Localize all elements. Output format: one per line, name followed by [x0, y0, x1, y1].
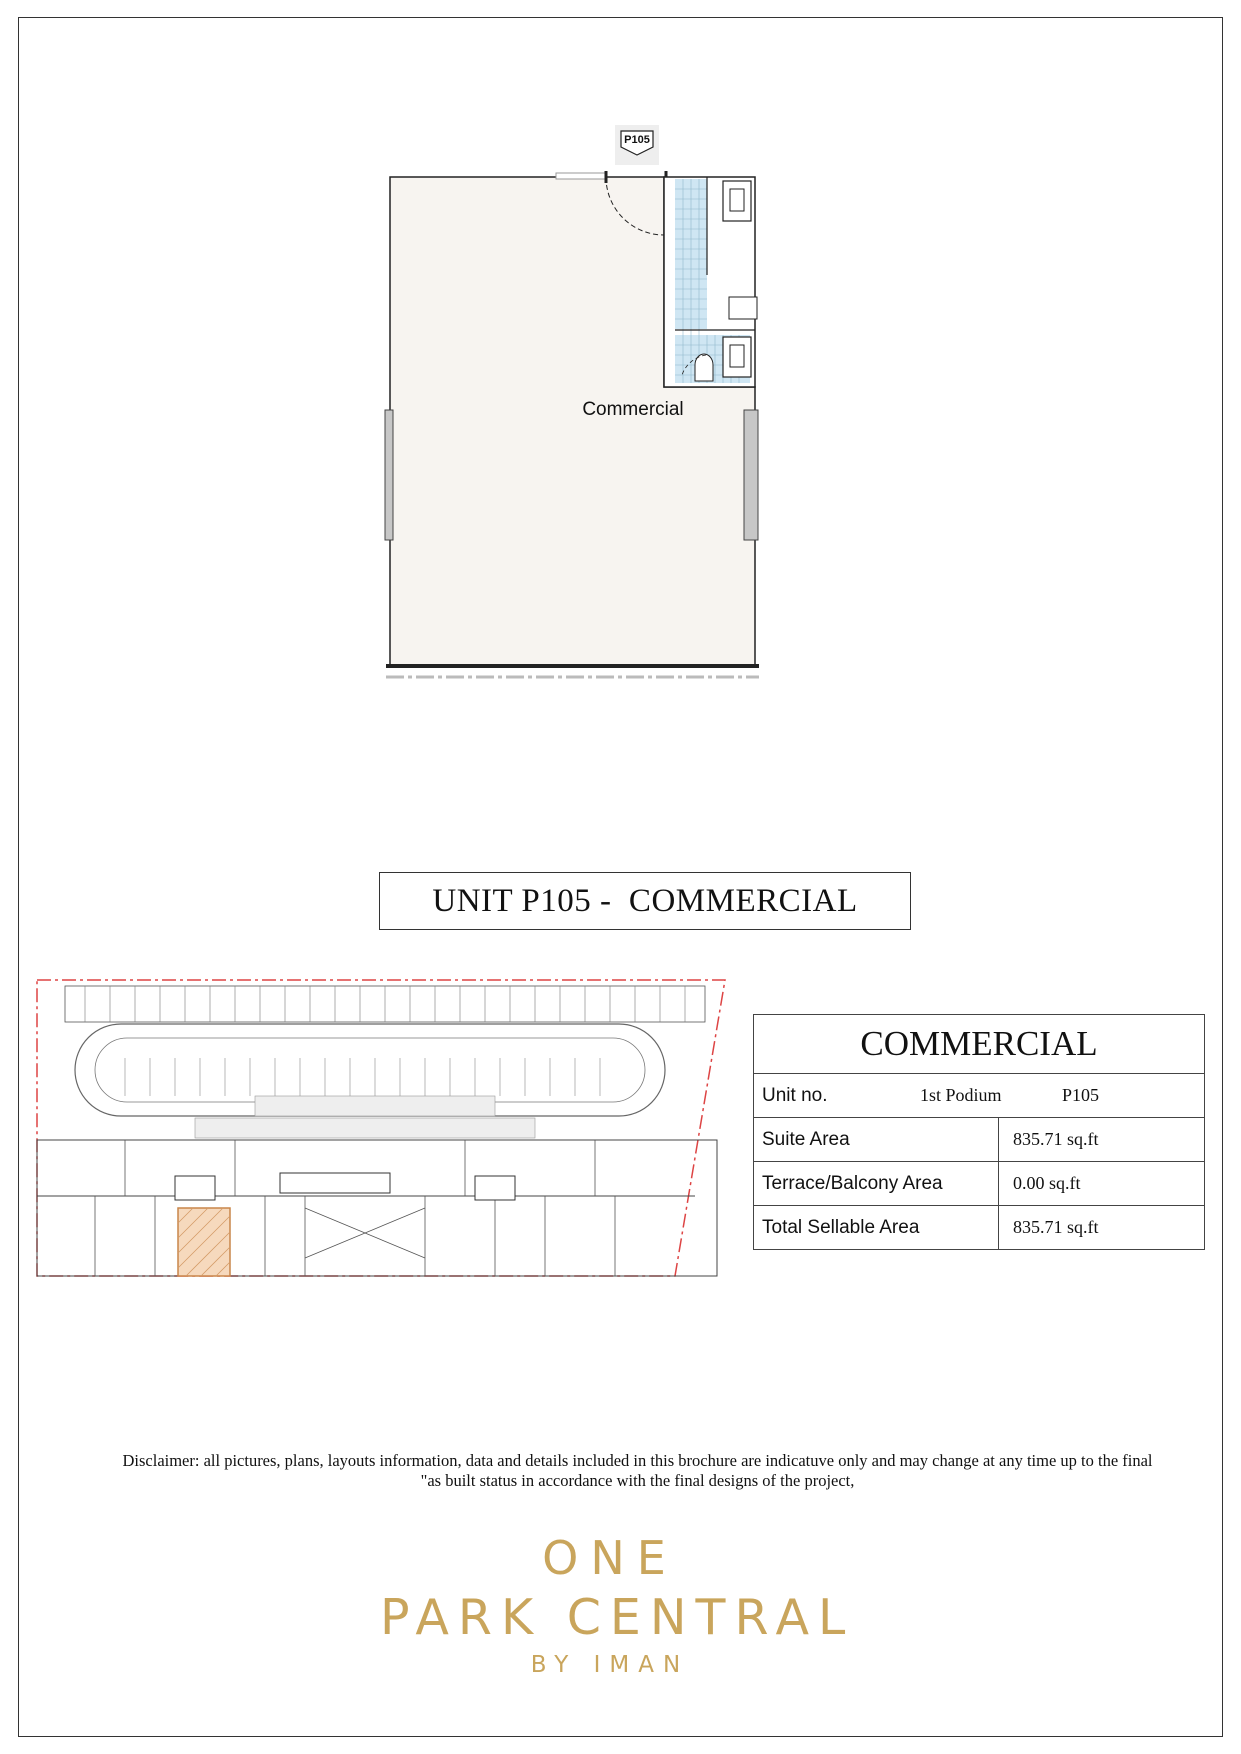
- disclaimer-line-2: "as built status in accordance with the final designs of the project,: [420, 1471, 855, 1490]
- total-area-value: 835.71 sq.ft: [999, 1206, 1205, 1250]
- unit-title: UNIT P105 - COMMERCIAL: [379, 872, 911, 930]
- table-row: [754, 1118, 1205, 1162]
- room-label: Commercial: [582, 399, 684, 420]
- logo-line-two: PARK CENTRAL: [380, 1589, 855, 1646]
- unit-no-value: P105: [1062, 1085, 1100, 1105]
- terrace-area-label: Terrace/Balcony Area: [754, 1162, 999, 1206]
- table-row: [754, 1206, 1205, 1250]
- disclaimer: [60, 1451, 1215, 1491]
- floor-value: 1st Podium: [920, 1085, 1002, 1105]
- unit-floor-plan: [380, 125, 870, 765]
- logo-line-one: ONE: [542, 1531, 678, 1585]
- disclaimer-line-1: Disclaimer: all pictures, plans, layouts information, data and details included in this brochure are indicatuve only and may change at any time up to the final: [122, 1451, 1153, 1470]
- area-table-heading: COMMERCIAL: [754, 1015, 1205, 1074]
- brand-logo: [380, 1525, 855, 1678]
- terrace-area-value: 0.00 sq.ft: [999, 1162, 1205, 1206]
- suite-area-label: Suite Area: [754, 1118, 999, 1162]
- unit-number-row: [754, 1074, 1205, 1118]
- logo-line-three: BY IMAN: [530, 1652, 690, 1678]
- podium-key-plan: [35, 978, 730, 1280]
- suite-area-value: 835.71 sq.ft: [999, 1118, 1205, 1162]
- total-area-label: Total Sellable Area: [754, 1206, 999, 1250]
- unit-tag-label: P105: [624, 134, 650, 146]
- area-schedule-table: [753, 1014, 1205, 1250]
- table-row: [754, 1162, 1205, 1206]
- unit-no-label: Unit no.: [762, 1084, 828, 1106]
